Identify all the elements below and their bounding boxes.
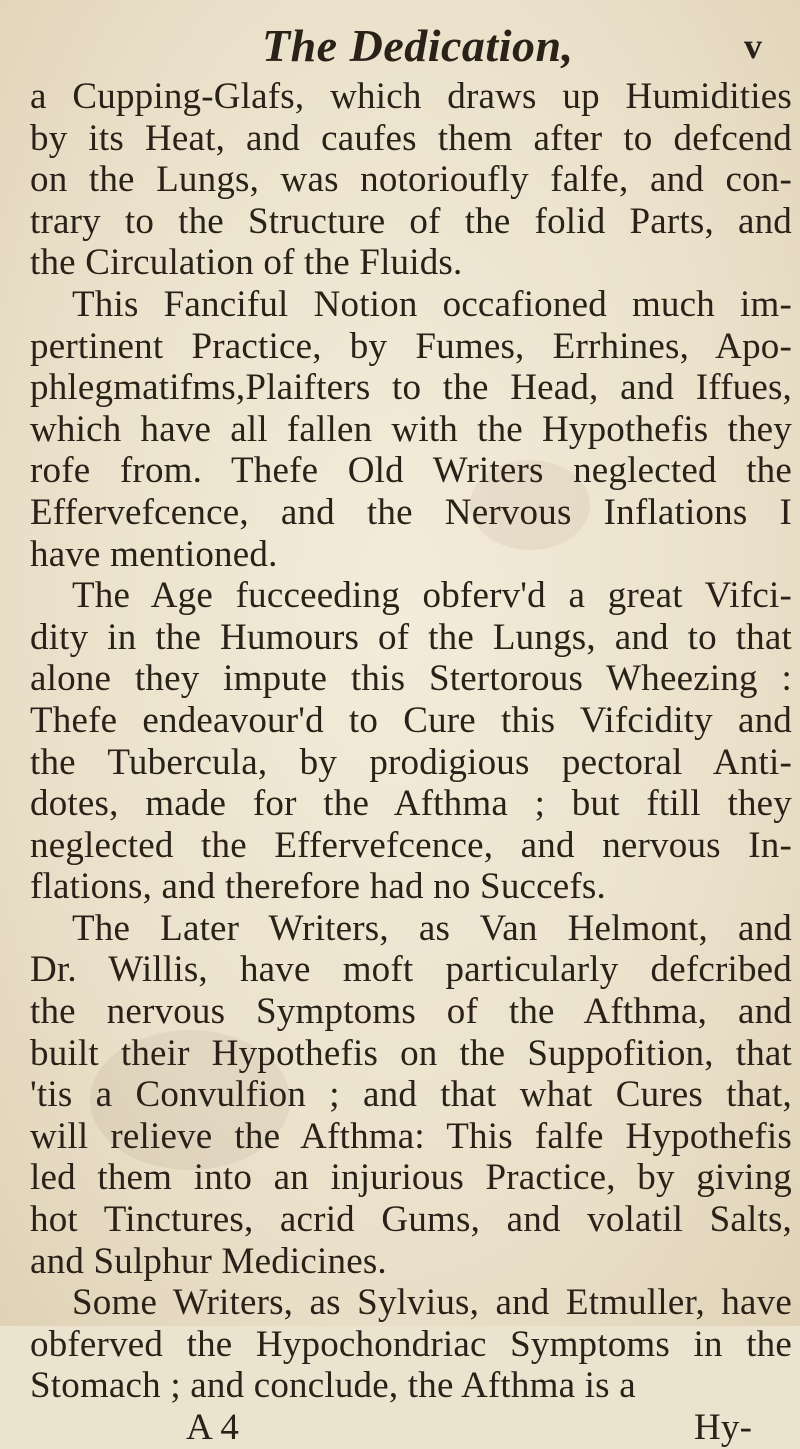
text-line: rofe from. Thefe Old Writers neglected the	[30, 450, 792, 492]
text-line: phlegmatifms,Plaifters to the Head, and Iffues,	[30, 367, 792, 409]
text-line: dity in the Humours of the Lungs, and to that	[30, 616, 792, 658]
text-line: neglected the Effervefcence, and nervous In-	[30, 824, 792, 866]
text-line: a Cupping-Glafs, which draws up Humidities	[30, 76, 792, 117]
text-line: Thefe endeavour'd to Cure this Vifcidity and	[30, 699, 792, 741]
text-line: the Circulation of the Fluids.	[30, 242, 463, 284]
text-line: The Age fucceeding obferv'd a great Vifci-	[72, 575, 792, 617]
text-line: the nervous Symptoms of the Afthma, and	[30, 991, 792, 1033]
running-head	[0, 18, 800, 78]
text-line: alone they impute this Stertorous Wheezing :	[30, 658, 792, 700]
text-line: which have all fallen with the Hypothefis they	[30, 408, 792, 450]
text-line: will relieve the Afthma: This falfe Hypothefis	[30, 1115, 792, 1157]
text-line: Stomach ; and conclude, the Afthma is a	[30, 1365, 636, 1407]
text-line: pertinent Practice, by Fumes, Errhines, Apo-	[30, 325, 792, 367]
signature-mark: A 4	[186, 1407, 240, 1448]
text-line: The Later Writers, as Van Helmont, and	[72, 907, 792, 949]
text-line: have mentioned.	[30, 533, 278, 575]
text-line: dotes, made for the Afthma ; but ftill they	[30, 783, 792, 825]
text-line: trary to the Structure of the folid Parts, and	[30, 200, 792, 242]
text-line: on the Lungs, was notorioufly falfe, and con-	[30, 159, 792, 201]
page-number: v	[744, 26, 762, 66]
text-line: obferved the Hypochondriac Symptoms in the	[30, 1323, 792, 1365]
text-line: Effervefcence, and the Nervous Inflations I	[30, 491, 792, 533]
text-line: the Tubercula, by prodigious pectoral Anti-	[30, 741, 792, 783]
text-line: This Fanciful Notion occafioned much im-	[72, 283, 792, 325]
text-line: Dr. Willis, have moft particularly defcribed	[30, 949, 792, 991]
running-title: The Dedication,	[262, 20, 574, 71]
text-line: 'tis a Convulfion ; and that what Cures that,	[30, 1074, 792, 1116]
body-text	[30, 76, 792, 1449]
text-line: and Sulphur Medicines.	[30, 1240, 387, 1282]
text-line: by its Heat, and caufes them after to defcend	[30, 117, 792, 159]
text-line: hot Tinctures, acrid Gums, and volatil Salts,	[30, 1199, 792, 1241]
text-line: led them into an injurious Practice, by giving	[30, 1157, 792, 1199]
text-line: Some Writers, as Sylvius, and Etmuller, have	[72, 1282, 792, 1324]
text-line: flations, and therefore had no Succefs.	[30, 866, 606, 908]
footer-line	[30, 1407, 792, 1449]
text-line: built their Hypothefis on the Suppofition, that	[30, 1032, 792, 1074]
catchword: Hy-	[694, 1407, 753, 1448]
